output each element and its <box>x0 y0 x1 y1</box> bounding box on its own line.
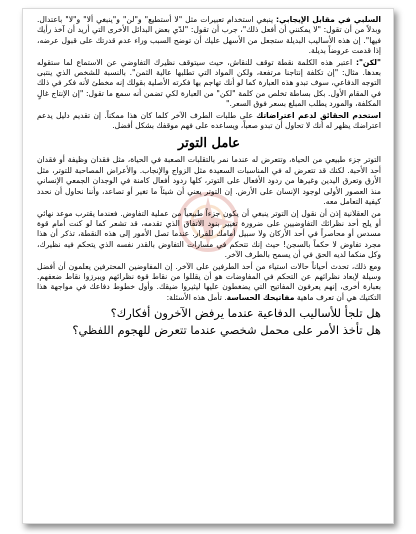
question-two: هل تأخذ الأمر على محمل شخصي عندما تتعرض للهجوم اللفظي؟ <box>72 323 381 338</box>
paragraph-sensitive-keys <box>37 262 381 304</box>
paragraph-bold-term: مفاتيحك الحساسة <box>226 292 295 302</box>
paragraph-text: ينبغي استخدام تعبيرات مثل "لا أستطيع" و"لن" و"ينبغي ألا" و"لا" باعتدال. وبدلاً من أن تقول: "لا يمكنني أن أفعل ذلك"، جرب أن تقول: "لدّي بعض البدائل الأخرى التي أريد أن آخذ رأيك فيها". إن هذه الأساليب البديلة ستجعل من الأسهل عليك أن توضح السبب وراء عدم قدرتك على قبول عرضه، إذا قدمت عروضاً بديلة. <box>37 15 381 56</box>
document-page <box>22 8 394 524</box>
question-one: هل تلجأ للأساليب الدفاعية عندما يرفض الآخرون أفكارك؟ <box>110 306 381 321</box>
paragraph-negative-positive <box>37 15 381 57</box>
paragraph-lead: استخدم الحقائق لدعم اعتراضاتك <box>256 110 381 120</box>
paragraph-facts <box>37 111 381 132</box>
paragraph-stress-intro: التوتر جزء طبيعي من الحياة، وتتعرض له عندما نمر بالتقلبات الصعبة في الحياة، مثل فقدان وظيفة أو فقدان أحد الأحبة. لكنك قد تتعرض له في المناسبات السعيدة مثل الزواج والإنجاب. والأعراض المصاحبة للتوتر، مثل الأرق وتعرق اليدين وغيرها من ردود الأفعال على التوتر، كلها ردود أفعال كامنة في الوجدان الجمعي الإنساني منذ العصور الأولى لوجود الإنسان على الأرض. إن التوتر يعني أن شيئاً ما تغير أو تصاعد، وأننا نحاول أن نحدد كيفية التعامل معه. <box>37 155 381 207</box>
paragraph-text: على طلبات الطرف الآخر كلما كان هذا ممكناً. إن تقديم دليل يدعم اعتراضك يظهر له أنك لا تحاول أن تبدو صعباً، ويساعده على فهم موقفك بشكل أفضل. <box>37 110 381 131</box>
paragraph-text: ومع ذلك، تحدث أحياناً حالات استياء من أحد الطرفين على الآخر. إن المفاوضين المحترفين يعلمون أن أفضل وسيلة لإبعاد نظرائهم عن التحكم في المفاوضات هو أن يقللوا من نقاط قوة نظرائهم ويبرزوا نقاط ضعفهم. بعبارة أخرى، إنهم يعرفون المفاتيح التي يضغطون عليها ليثيروا ضيقك. وأول خطوط دفاعك في مواجهة هذا التكتيك هي أن تعرف ماهية <box>37 261 381 302</box>
section-heading: عامل التوتر <box>177 136 241 152</box>
paragraph-lead: "لكن": <box>355 57 381 67</box>
paragraph-text: اعتبر هذه الكلمة نقطة توقف للنقاش، حيث سيتوقف نظيرك التفاوضي عن الاستماع لما ستقوله بعدها. مثال: "إن تكلفة إنتاجنا مرتفعة، ولكن المواد التي تطلبها عالية الثمن". بالنسبة للشخص الذي ينتبى التوجه الدفاعي، سوف تبدو هذه العبارة كما لو أنك تهاجم بها فكرته الأصلية بقولك إنه مخطئ لأنه فكر في ذلك في المقام الأول. بكل بساطة تخلص من كلمة "لكن" من العبارة لكي تضمن أنه سمع ما تقول: "إن الإنتاج غالٍ المكلفة، والمورد يطلب المبلغ بسعر فوق السعر." <box>37 57 381 109</box>
paragraph-but <box>37 58 381 110</box>
paragraph-lead: السلبي في مقابل الإيجابي: <box>276 15 381 24</box>
paragraph-stress-negotiation: من العقلانية إذن أن نقول إن التوتر ينبغي أن يكون جزءاً طبيعياً من عملية التفاوض. فعندما يقترب موعد نهائي أو يلح أحد نظرائك التفاوضيين على ضرورة تغيير بنود الاتفاق الذي تقدمه، قد تشعر كما لو كنت أمام قوة مسدس أو محاصراً في أحد الأركان ولا سبيل أمامك للفرار. عندما تصل الأمور إلى هذه النقطة، تذكر أن هذا مجرد تفاوض لا حكماً بالسجن! حيث إنك تتحكم في مسارات التفاوض بالقدر نفسه الذي يتحكم فيه نظيرك، وكل منكما لديه الحق في أن يسمح بالطرف الآخر. <box>37 208 381 260</box>
paragraph-text: . تأمل هذه الأسئلة: <box>166 292 227 302</box>
document-content <box>37 15 381 519</box>
